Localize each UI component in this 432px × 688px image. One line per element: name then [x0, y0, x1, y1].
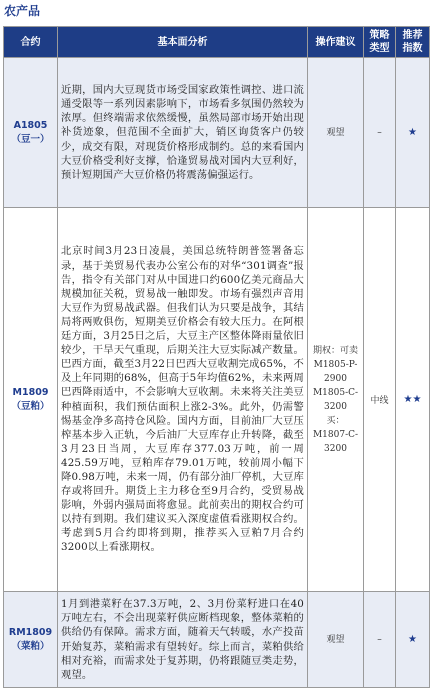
header-contract: 合约: [4, 27, 58, 58]
contract-name: （菜粕）: [11, 640, 50, 652]
contract-code: RM1809: [8, 626, 53, 638]
suggestion-cell: [308, 592, 364, 688]
suggestion-line: M1807-C-3200: [312, 429, 359, 454]
header-suggestion: 操作建议: [308, 27, 364, 58]
rating-stars: ★: [396, 58, 430, 208]
contract-cell: [4, 58, 58, 208]
header-rating: 推荐指数: [396, 27, 430, 58]
suggestion-line: 观望: [326, 127, 345, 138]
suggestion-line: 期权：可卖: [312, 345, 358, 356]
analysis-table: [3, 26, 430, 688]
strategy-cell: –: [364, 592, 396, 688]
analysis-text: 北京时间3月23日凌晨，美国总统特朗普签署备忘录，基于美贸易代表办公室公布的对华“301调查”报告，指令有关部门对从中国进口约600亿美元商品大规模加征关税，贸易战一触即发。市场有强烈声音用大豆作为贸易战武器。但我们认为只要是战争，其结局将两败俱伤，短期美豆价格会有较大压力。在阿根廷方面，3月25日之后，大豆主产区整体降雨量依旧较少，干旱天气重现，后期关注大豆实际减产数量。巴西方面，截至3月22日巴西大豆收割完成65%，不及上年同期的68%，但高于5年均值62%，未来两周巴西降雨适中，不会影响大豆收割。未来将关注美豆种植面积，我们预估面积上涨2-3%。此外，仍需警惕基金净多高持仓风险。国内方面，目前油厂大豆压榨基本步入正轨，今后油厂大豆库存止升转降，截至3月23日当周，大豆库存377.03万吨，前一周425.59万吨，豆粕库存79.01万吨，较前周小幅下降0.98万吨，未来一周，仍有部分油厂停机，大豆库存或将回升。期货上主力移仓至9月合约，受贸易战影响，外弱内强局面将愈显。此前卖出的期权合约可以持有到期。我们建议买入深度虚值看涨期权合约。考虑到5月合约即将到期，推荐买入豆粕7月合约3200以上看涨期权。: [58, 208, 308, 592]
contract-code: M1809: [12, 386, 49, 398]
contract-cell: [4, 208, 58, 592]
rating-stars: ★: [396, 592, 430, 688]
suggestion-cell: [308, 58, 364, 208]
strategy-cell: 中线: [364, 208, 396, 592]
suggestion-line: M1805-P-2900: [313, 359, 358, 384]
header-strategy: 策略类型: [364, 27, 396, 58]
contract-name: （豆一）: [11, 133, 50, 145]
analysis-text: 近期，国内大豆现货市场受国家政策性调控、进口流通受限等一系列因素影响下，市场看多氛围仍然较为浓厚。但终端需求依然缓慢，虽然局部市场开始出现补货迹象，但范围不全面扩大，销区询货客户仍较少，成交有限，对现货价格形成制约。总的来看国内大豆价格受利好支撑，恰逢贸易战对国内大豆利好，预计短期国产大豆价格仍将震荡偏强运行。: [58, 58, 308, 208]
contract-cell: [4, 592, 58, 688]
header-analysis: 基本面分析: [58, 27, 308, 58]
analysis-text: 1月到港菜籽在37.3万吨，2、3月份菜籽进口在40万吨左右，不会出现菜籽供应断档现象，整体菜粕的供给仍有保障。需求方面，随着天气转暖，水产投苗开始复苏，菜粕需求有望转好。综上而言，菜粕供给相对充裕，而需求处于复苏期，仍将跟随豆类走势，观望。: [58, 592, 308, 688]
suggestion-line: M1805-C-3200: [312, 387, 359, 412]
rating-stars: ★★: [396, 208, 430, 592]
strategy-cell: –: [364, 58, 396, 208]
table-row: [4, 592, 430, 688]
table-row: [4, 208, 430, 592]
suggestion-line: 观望: [326, 634, 345, 645]
section-title: 农产品: [4, 4, 41, 18]
contract-name: （豆粕）: [11, 400, 50, 412]
table-header-row: [4, 27, 430, 58]
contract-code: A1805: [13, 119, 48, 131]
table-row: [4, 58, 430, 208]
suggestion-cell: [308, 208, 364, 592]
suggestion-line: 买：: [326, 415, 345, 426]
